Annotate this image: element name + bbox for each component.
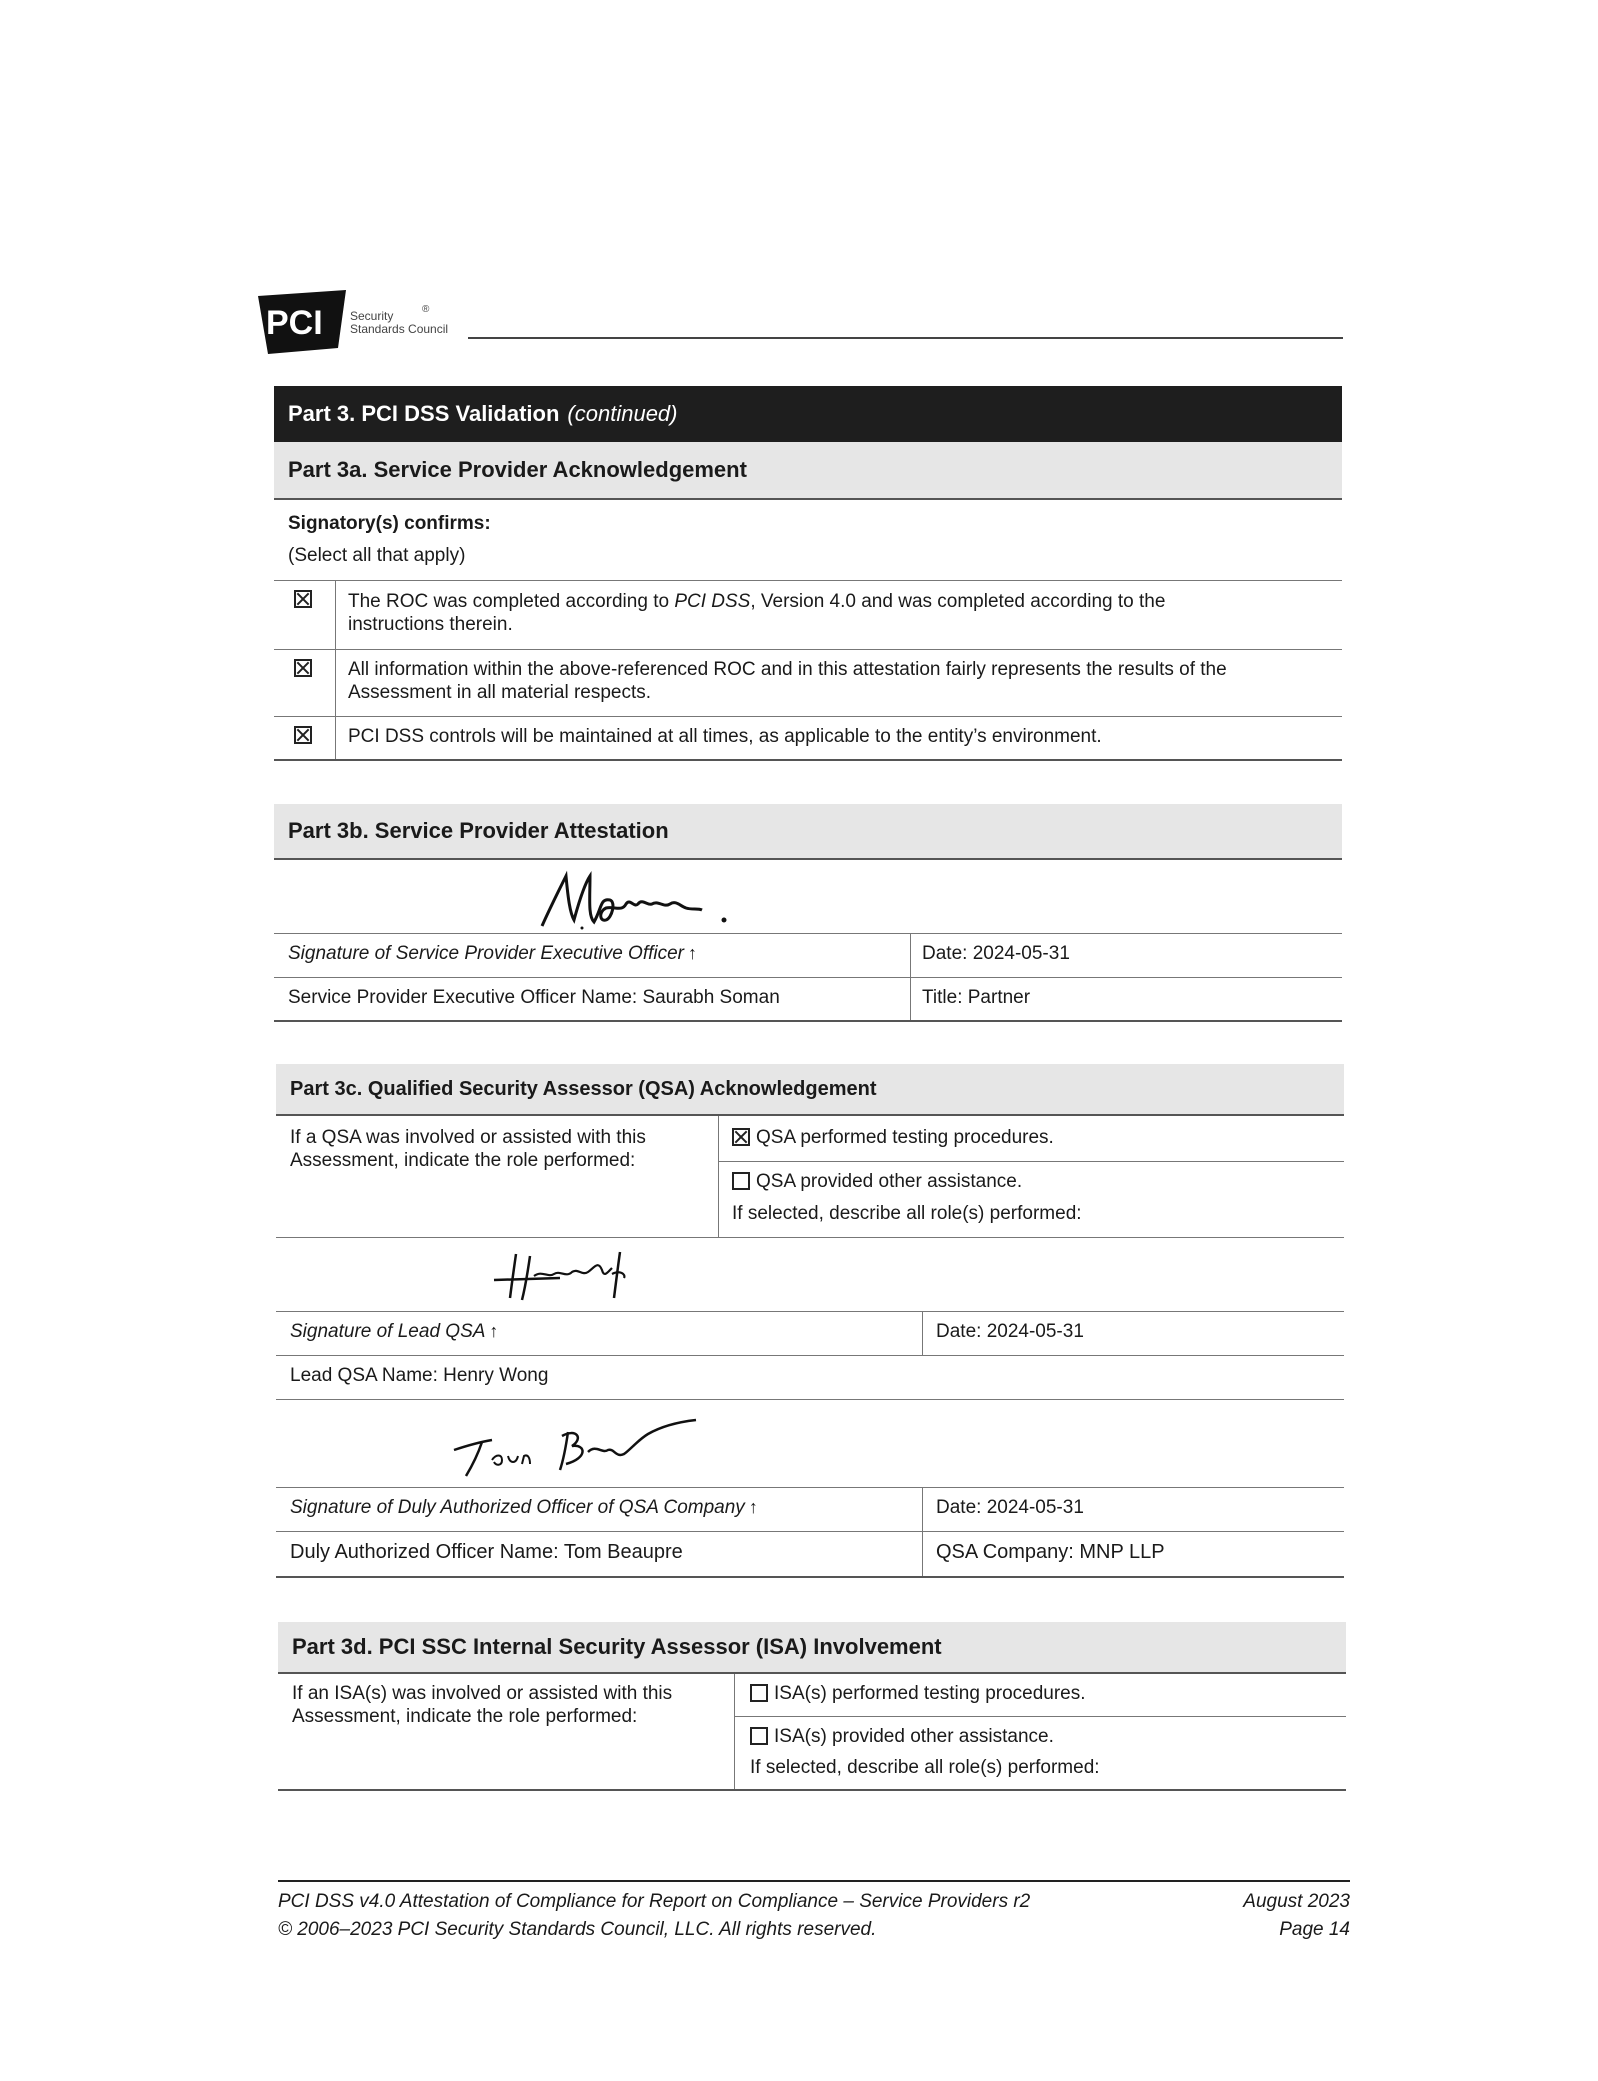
divider: [922, 1311, 923, 1355]
arrow-up-icon: ↑: [489, 1321, 499, 1341]
checkbox-checked-icon: [294, 726, 312, 744]
footer-doc-title: PCI DSS v4.0 Attestation of Compliance for Report on Compliance – Service Providers r2: [278, 1891, 1031, 1912]
divider: [274, 580, 1342, 581]
part3d-title: Part 3d. PCI SSC Internal Security Assessor (ISA) Involvement: [292, 1634, 942, 1659]
lead-qsa-signature: [490, 1248, 660, 1309]
checkbox-checked-icon: [294, 590, 312, 608]
footer-page-number: Page 14: [1279, 1919, 1350, 1940]
ack-row-3-checkbox[interactable]: [294, 726, 318, 746]
qsa-officer-signature-label: [290, 1496, 758, 1519]
footer-rule: [278, 1880, 1350, 1882]
footer-date: August 2023: [1243, 1891, 1350, 1912]
divider: [274, 649, 1342, 650]
qsa-officer-date: Date: 2024-05-31: [936, 1497, 1084, 1518]
ack-row-1-text: [348, 590, 1328, 636]
exec-date: Date: 2024-05-31: [922, 943, 1070, 964]
divider: [335, 580, 336, 760]
divider: [274, 759, 1342, 761]
divider: [922, 1487, 923, 1577]
divider: [276, 1576, 1344, 1578]
ack-row-1-text-d: instructions therein.: [348, 614, 513, 635]
checkbox-empty-icon: [732, 1172, 750, 1190]
ack-row-2-text-a: All information within the above-referenced ROC and in this attestation fairly represents the results of the: [348, 659, 1227, 680]
checkbox-empty-icon: [750, 1727, 768, 1745]
qsa-officer-signature: [452, 1420, 722, 1485]
qsa-officer-name: Duly Authorized Officer Name: Tom Beaupre: [290, 1541, 683, 1563]
checkbox-checked-icon: [294, 659, 312, 677]
isa-opt-other[interactable]: [750, 1725, 1054, 1748]
footer-copyright: © 2006–2023 PCI Security Standards Council, LLC. All rights reserved.: [278, 1919, 877, 1940]
part3a-header: [274, 442, 1342, 500]
qsa-role-question-line2: Assessment, indicate the role performed:: [290, 1150, 636, 1171]
divider: [278, 1789, 1346, 1791]
executive-officer-signature: [530, 868, 770, 939]
logo-line-council: Standards Council: [350, 322, 449, 336]
divider: [274, 977, 1342, 978]
exec-signature-label: [288, 942, 697, 965]
qsa-opt-other-label: QSA provided other assistance.: [756, 1171, 1023, 1192]
checkbox-empty-icon: [750, 1684, 768, 1702]
part3-header: [274, 386, 1342, 442]
qsa-company: QSA Company: MNP LLP: [936, 1541, 1165, 1563]
isa-role-question: [292, 1682, 672, 1728]
qsa-role-question: [290, 1126, 646, 1172]
lead-qsa-name: Lead QSA Name: Henry Wong: [290, 1365, 549, 1386]
isa-opt-testing-label: ISA(s) performed testing procedures.: [774, 1683, 1086, 1704]
registered-mark: ®: [422, 304, 430, 315]
part3-title: Part 3. PCI DSS Validation: [288, 401, 560, 426]
arrow-up-icon: ↑: [688, 943, 698, 963]
divider: [274, 1020, 1342, 1022]
part3c-title: Part 3c. Qualified Security Assessor (QSA) Acknowledgement: [290, 1077, 877, 1100]
part3-continued: (continued): [567, 401, 678, 426]
qsa-opt-other[interactable]: [732, 1170, 1022, 1193]
ack-row-1-text-c: , Version 4.0 and was completed according to the: [750, 591, 1166, 612]
part3d-header: [278, 1622, 1346, 1674]
pci-ssc-logo: [258, 290, 458, 360]
svg-text:PCI: PCI: [266, 304, 323, 342]
ack-row-2-checkbox[interactable]: [294, 659, 318, 679]
qsa-opt-testing-label: QSA performed testing procedures.: [756, 1127, 1054, 1148]
divider: [276, 1399, 1344, 1400]
divider: [276, 1355, 1344, 1356]
ack-row-1-text-a: The ROC was completed according to: [348, 591, 675, 612]
divider: [734, 1716, 1346, 1717]
isa-opt-other-label: ISA(s) provided other assistance.: [774, 1726, 1054, 1747]
exec-name: Service Provider Executive Officer Name: Saurabh Soman: [288, 987, 780, 1008]
ack-row-1-checkbox[interactable]: [294, 590, 318, 610]
exec-title: Title: Partner: [922, 987, 1031, 1008]
select-all-note: (Select all that apply): [288, 545, 466, 566]
ack-row-2-text-b: Assessment in all material respects.: [348, 682, 652, 703]
isa-role-question-line1: If an ISA(s) was involved or assisted with this: [292, 1683, 673, 1704]
part3b-title: Part 3b. Service Provider Attestation: [288, 818, 669, 843]
pci-logo-icon: [258, 290, 346, 354]
signatory-confirms: Signatory(s) confirms:: [288, 513, 491, 534]
divider: [274, 716, 1342, 717]
ack-row-1-text-b: PCI DSS: [674, 591, 751, 612]
divider: [276, 1311, 1344, 1312]
divider: [276, 1487, 1344, 1488]
header-rule: [468, 337, 1343, 339]
qsa-officer-signature-label-text: Signature of Duly Authorized Officer of QSA Company: [290, 1497, 745, 1518]
isa-role-question-line2: Assessment, indicate the role performed:: [292, 1706, 638, 1727]
qsa-role-question-line1: If a QSA was involved or assisted with this: [290, 1127, 646, 1148]
divider: [276, 1531, 1344, 1532]
footer-right: [1150, 1888, 1350, 1944]
isa-describe-roles: If selected, describe all role(s) performed:: [750, 1757, 1100, 1778]
lead-qsa-signature-label: [290, 1320, 498, 1343]
qsa-opt-testing[interactable]: [732, 1126, 1054, 1149]
part3b-header: [274, 804, 1342, 860]
part3c-header: [276, 1064, 1344, 1116]
arrow-up-icon: ↑: [748, 1497, 758, 1517]
qsa-describe-roles: If selected, describe all role(s) performed:: [732, 1203, 1082, 1224]
divider: [718, 1161, 1344, 1162]
divider: [276, 1237, 1344, 1238]
ack-row-2-text: [348, 658, 1338, 704]
isa-opt-testing[interactable]: [750, 1682, 1086, 1705]
divider: [718, 1116, 719, 1238]
exec-signature-label-text: Signature of Service Provider Executive Officer: [288, 943, 685, 964]
ack-row-3-text: PCI DSS controls will be maintained at all times, as applicable to the entity’s environment.: [348, 726, 1102, 747]
lead-qsa-date: Date: 2024-05-31: [936, 1321, 1084, 1342]
lead-qsa-signature-label-text: Signature of Lead QSA: [290, 1321, 486, 1342]
part3a-title: Part 3a. Service Provider Acknowledgement: [288, 457, 747, 482]
checkbox-checked-icon: [732, 1128, 750, 1146]
footer-left: [278, 1888, 1030, 1944]
logo-line-security: Security: [350, 309, 394, 323]
divider: [274, 933, 1342, 934]
divider: [734, 1674, 735, 1790]
